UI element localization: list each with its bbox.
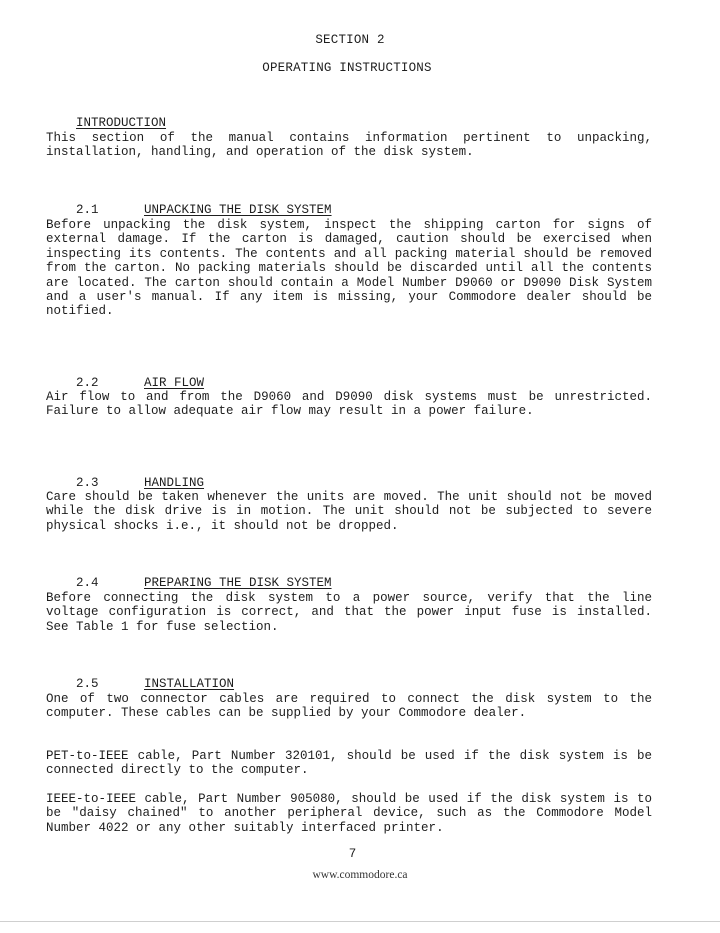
watermark <box>0 869 720 881</box>
page-number: 7 <box>348 847 357 861</box>
section-number: 2.2 <box>76 376 99 390</box>
installation-paragraph-cables: One of two connector cables are required to connect the disk system to the computer. These cables can be supplied by your Commodore dealer. <box>46 692 652 721</box>
introduction-heading-text: INTRODUCTION <box>76 116 167 130</box>
section-number: 2.1 <box>76 203 99 217</box>
introduction-paragraph: This section of the manual contains information pertinent to unpacking, installation, handling, and operation of the disk system. <box>46 131 652 160</box>
section-title: UNPACKING THE DISK SYSTEM <box>144 203 332 217</box>
installation-paragraph-pet-ieee: PET-to-IEEE cable, Part Number 320101, should be used if the disk system is be connected directly to the computer. <box>46 749 652 778</box>
section-title: AIR FLOW <box>144 376 205 390</box>
handling-paragraph: Care should be taken whenever the units are moved. The unit should not be moved while the disk drive is in motion. The unit should not be subjected to severe physical shocks i.e., it should not be dropped. <box>46 490 652 533</box>
installation-paragraph-ieee-ieee: IEEE-to-IEEE cable, Part Number 905080, should be used if the disk system is to be "daisy chained" to another peripheral device, such as the Commodore Model Number 4022 or any other suitably interfaced printer. <box>46 792 652 835</box>
watermark-text: www.commodore.ca <box>312 869 408 881</box>
unpacking-paragraph: Before unpacking the disk system, inspect the shipping carton for signs of external damage. If the carton is damaged, caution should be exercised when inspecting its contents. The contents and all packing material should be removed from the carton. No packing materials should be discarded until all the contents are located. The carton should contain a Model Number D9060 or D9090 Disk System and a user's manual. If any item is missing, your Commodore dealer should be notified. <box>46 218 652 319</box>
section-number: 2.3 <box>76 476 99 490</box>
page-title: OPERATING INSTRUCTIONS <box>262 61 432 75</box>
section-title: PREPARING THE DISK SYSTEM <box>144 576 332 590</box>
section-title: HANDLING <box>144 476 205 490</box>
section-title: INSTALLATION <box>144 677 235 691</box>
preparing-paragraph: Before connecting the disk system to a power source, verify that the line voltage configuration is correct, and that the power input fuse is installed. See Table 1 for fuse selection. <box>46 591 652 634</box>
section-number: 2.5 <box>76 677 99 691</box>
air-flow-paragraph: Air flow to and from the D9060 and D9090 disk systems must be unrestricted. Failure to allow adequate air flow may result in a power failure. <box>46 390 652 419</box>
page-bottom-edge <box>0 921 720 922</box>
section-label: SECTION 2 <box>315 33 385 47</box>
section-number: 2.4 <box>76 576 99 590</box>
